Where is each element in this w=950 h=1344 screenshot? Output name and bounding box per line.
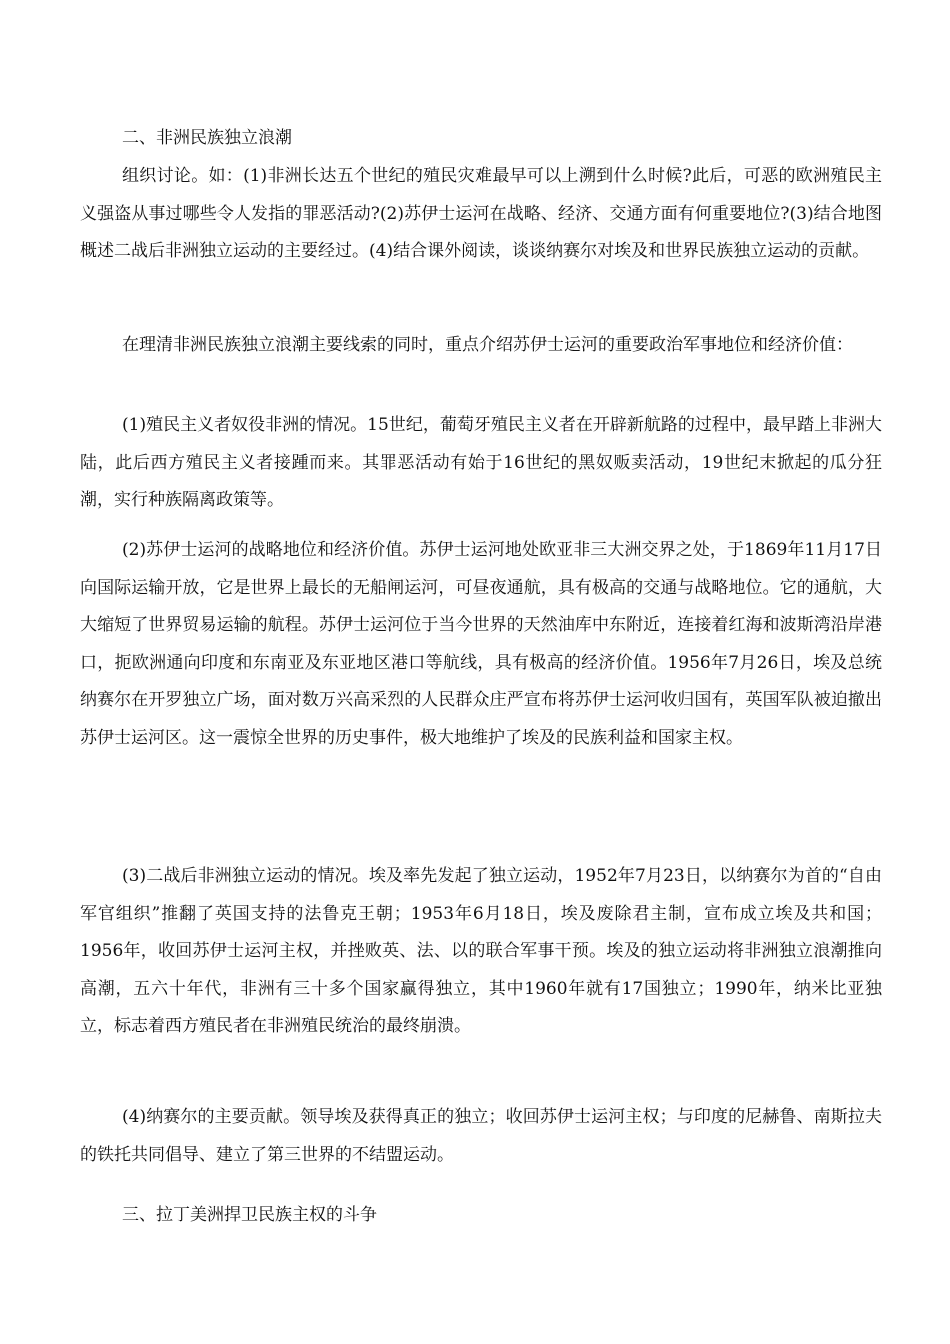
section-heading-africa: 二、非洲民族独立浪潮: [122, 128, 292, 148]
paragraph-colonialism: (1)殖民主义者奴役非洲的情况。15世纪，葡萄牙殖民主义者在开辟新航路的过程中，最早踏上非洲大陆，此后西方殖民主义者接踵而来。其罪恶活动有始于16世纪的黑奴贩卖活动，19世纪末掀起的瓜分狂潮，实行种族隔离政策等。: [80, 415, 882, 510]
paragraph-independence-movement: (3)二战后非洲独立运动的情况。埃及率先发起了独立运动，1952年7月23日，以纳赛尔为首的“自由军官组织”推翻了英国支持的法鲁克王朝；1953年6月18日，埃及废除君主制，宣布成立埃及共和国；1956年，收回苏伊士运河主权，并挫败英、法、以的联合军事干预。埃及的独立运动将非洲独立浪潮推向高潮，五六十年代，非洲有三十多个国家赢得独立，其中1960年就有17国独立；1990年，纳米比亚独立，标志着西方殖民者在非洲殖民统治的最终崩溃。: [80, 866, 882, 1036]
paragraph-nasser-contribution: (4)纳赛尔的主要贡献。领导埃及获得真正的独立；收回苏伊士运河主权；与印度的尼赫鲁、南斯拉夫的铁托共同倡导、建立了第三世界的不结盟运动。: [80, 1107, 882, 1165]
section-heading-latin-america: 三、拉丁美洲捍卫民族主权的斗争: [122, 1205, 377, 1225]
paragraph-intro: 在理清非洲民族独立浪潮主要线索的同时，重点介绍苏伊士运河的重要政治军事地位和经济价值：: [122, 335, 853, 355]
paragraph-discussion: 组织讨论。如：(1)非洲长达五个世纪的殖民灾难最早可以上溯到什么时候?此后，可恶的欧洲殖民主义强盗从事过哪些令人发指的罪恶活动?(2)苏伊士运河在战略、经济、交通方面有何重要地位?(3)结合地图概述二战后非洲独立运动的主要经过。(4)结合课外阅读，谈谈纳赛尔对埃及和世界民族独立运动的贡献。: [80, 166, 882, 261]
paragraph-suez-canal: (2)苏伊士运河的战略地位和经济价值。苏伊士运河地处欧亚非三大洲交界之处，于1869年11月17日向国际运输开放，它是世界上最长的无船闸运河，可昼夜通航，具有极高的交通与战略地位。它的通航，大大缩短了世界贸易运输的航程。苏伊士运河位于当今世界的天然油库中东附近，连接着红海和波斯湾沿岸港口，扼欧洲通向印度和东南亚及东亚地区港口等航线，具有极高的经济价值。1956年7月26日，埃及总统纳赛尔在开罗独立广场，面对数万兴高采烈的人民群众庄严宣布将苏伊士运河收归国有，英国军队被迫撤出苏伊士运河区。这一震惊全世界的历史事件，极大地维护了埃及的民族利益和国家主权。: [80, 540, 882, 748]
